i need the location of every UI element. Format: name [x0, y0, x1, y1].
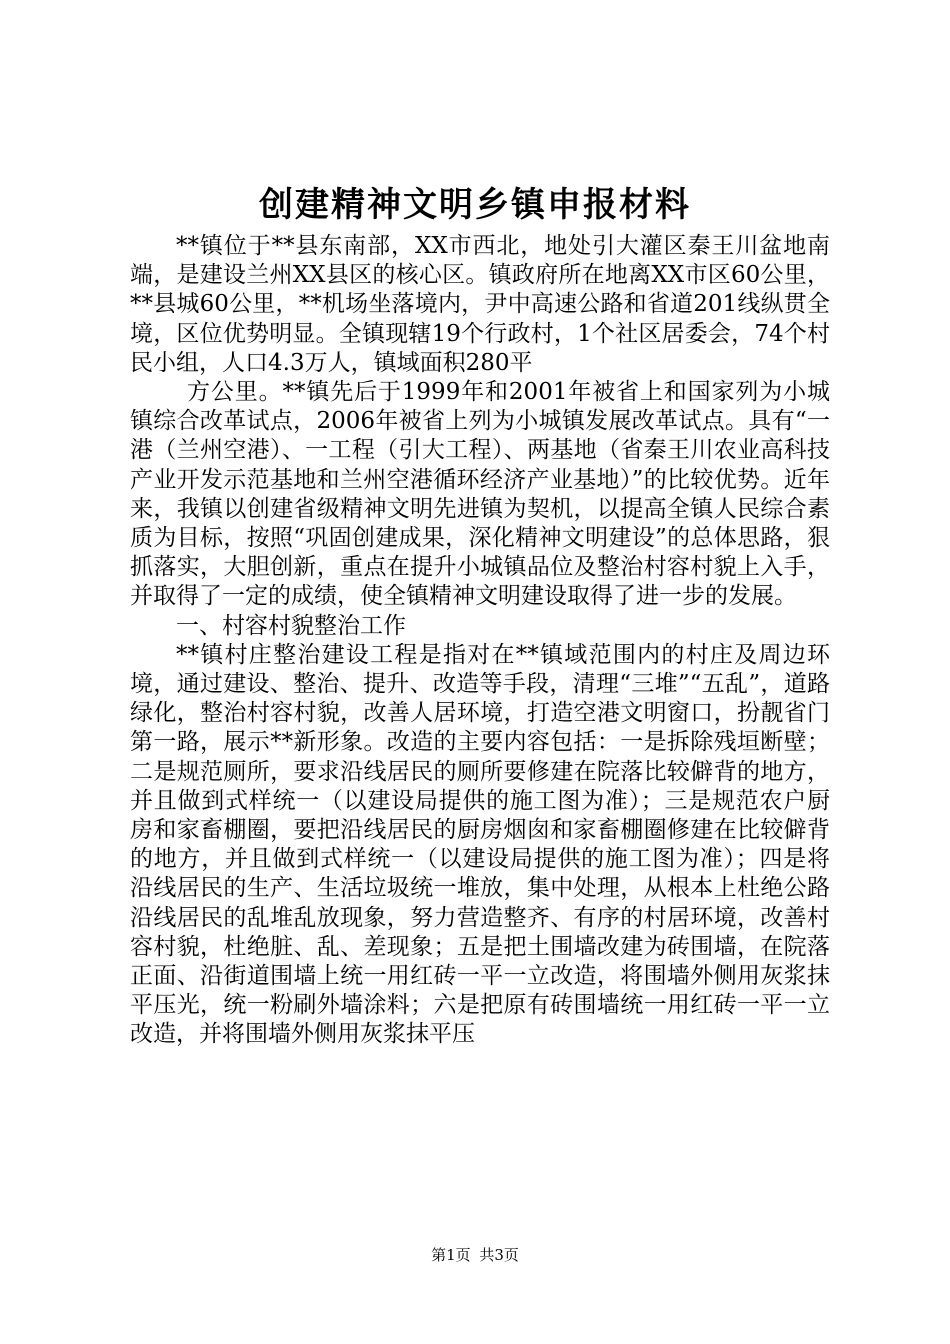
- paragraph-village-renovation: **镇村庄整治建设工程是指对在**镇域范围内的村庄及周边环境，通过建设、整治、提升、改造等手段，清理“三堆”“五乱”，道路绿化，整治村容村貌，改善人居环境，打造空港文明窗口，扮靓省门第一路，展示**新形象。改造的主要内容包括：一是拆除残垣断壁；二是规范厕所，要求沿线居民的厕所要修建在院落比较僻背的地方，并且做到式样统一（以建设局提供的施工图为准）；三是规范农户厨房和家畜棚圈，要把沿线居民的厨房烟囱和家畜棚圈修建在比较僻背的地方，并且做到式样统一（以建设局提供的施工图为准）；四是将沿线居民的生产、生活垃圾统一堆放，集中处理，从根本上杜绝公路沿线居民的乱堆乱放现象，努力营造整齐、有序的村居环境，改善村容村貌，杜绝脏、乱、差现象；五是把土围墙改建为砖围墙，在院落正面、沿街道围墙上统一用红砖一平一立改造，将围墙外侧用灰浆抹平压光，统一粉刷外墙涂料；六是把原有砖围墙统一用红砖一平一立改造，并将围墙外侧用灰浆抹平压: [130, 641, 830, 1048]
- paragraph-location: **镇位于**县东南部，XX市西北，地处引大灌区秦王川盆地南端，是建设兰州XX县区的核心区。镇政府所在地离XX市区60公里，**县城60公里，**机场坐落境内，尹中高速公路和省道201线纵贯全境，区位优势明显。全镇现辖19个行政村，1个社区居委会，74个村民小组，人口4.3万人，镇域面积280平: [130, 233, 830, 376]
- section-heading: 一、村容村貌整治工作: [176, 612, 406, 639]
- paragraph-reform: 方公里。**镇先后于1999年和2001年被省上和国家列为小城镇综合改革试点，2006年被省上列为小城镇发展改革试点。具有“一港（兰州空港）、一工程（引大工程）、两基地（省秦王川农业高科技产业开发示范基地和兰州空港循环经济产业基地）”的比较优势。近年来，我镇以创建省级精神文明先进镇为契机，以提高全镇人民综合素质为目标，按照“巩固创建成果，深化精神文明建设”的总体思路，狠抓落实，大胆创新，重点在提升小城镇品位及整治村容村貌上入手，并取得了一定的成绩，使全镇精神文明建设取得了进一步的发展。: [130, 379, 830, 610]
- document-body: [130, 232, 830, 1050]
- page-total: 共3页: [479, 1246, 519, 1264]
- page-footer: [0, 1244, 950, 1266]
- page-number: 第1页: [431, 1246, 471, 1264]
- document-title: 创建精神文明乡镇申报材料: [259, 185, 691, 225]
